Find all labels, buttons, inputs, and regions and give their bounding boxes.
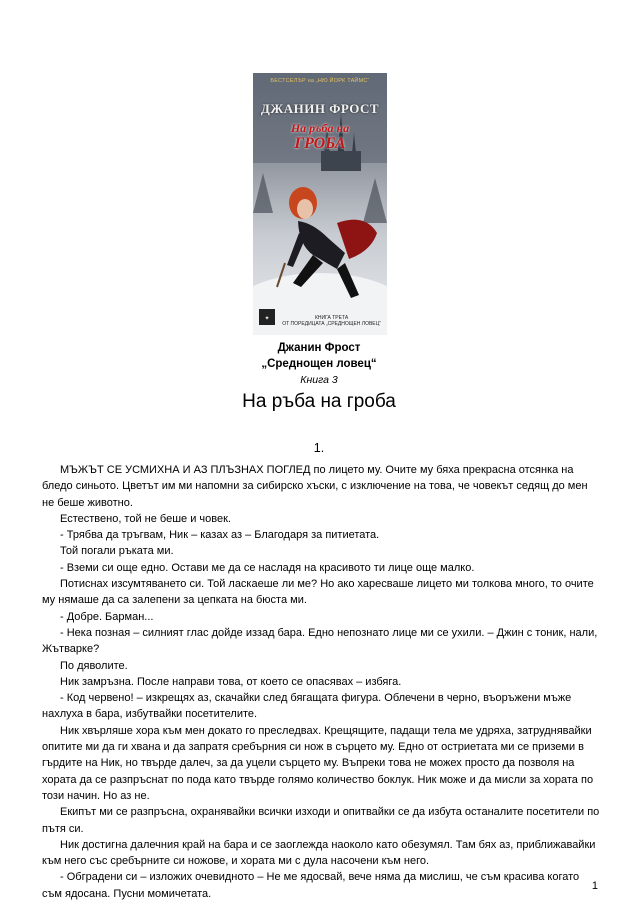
author-name: Джанин Фрост bbox=[277, 342, 361, 354]
paragraph: Той погали ръката ми. bbox=[60, 545, 174, 558]
paragraph: - Трябва да тръгвам, Ник – казах аз – Благодаря за питиетата. bbox=[60, 529, 380, 542]
paragraph: Екипът ми се разпръсна, охранявайки всички изходи и опитвайки се да избута останалите посетители по пътя си. bbox=[42, 806, 600, 835]
paragraph: Ник хвърляше хора към мен докато го преследвах. Крещящите, падащи тела ме удряха, затруднявайки опитите ми да ги хвана и да запратя сребърния си нож в сърцето му. Едно от остриетата ми се приземи в гърдите на Ник, но твърде далеч, за да уцели сърцето му. Въпреки това не можех просто да позволя на хората да се разпръснат по пода като твърде голямо количество боклук. Ник може и да мисли за хората по този начин. Но аз не. bbox=[42, 724, 594, 802]
chapter-text bbox=[42, 462, 602, 902]
cover-tagline: БЕСТСЕЛЪР на „НЮ ЙОРК ТАЙМС“ bbox=[270, 78, 370, 84]
page-number: 1 bbox=[591, 880, 598, 892]
chapter-number: 1. bbox=[313, 441, 325, 455]
book-title: На ръба на гроба bbox=[242, 391, 396, 412]
cover-series-note bbox=[282, 315, 381, 327]
cover-series-line: ОТ ПОРЕДИЦАТА „СРЕДНОЩЕН ЛОВЕЦ“ bbox=[282, 321, 381, 327]
series-name: „Среднощен ловец“ bbox=[261, 358, 377, 370]
book-number: Книга 3 bbox=[300, 374, 338, 386]
paragraph: - Добре. Барман... bbox=[60, 610, 154, 623]
paragraph: По дяволите. bbox=[60, 659, 128, 672]
paragraph: - Код червено! – изкрещях аз, скачайки след бягащата фигура. Облечени в черно, въоръжени мъже нахлуха в бара, избутвайки посетителите. bbox=[42, 692, 572, 721]
paragraph: - Вземи си още едно. Остави ме да се насладя на красивото ти лице още малко. bbox=[60, 561, 475, 574]
cover-title-line2: ГРОБА bbox=[294, 135, 346, 152]
paragraph: Естествено, той не беше и човек. bbox=[60, 512, 231, 525]
cover-series-line: КНИГА ТРЕТА bbox=[315, 315, 349, 321]
cover-author: ДЖАНИН ФРОСТ bbox=[260, 101, 380, 116]
paragraph: Ник достигна далечния край на бара и се заоглежда наоколо като обезумял. Там бях аз, приближавайки към него със сребърните си ножове, и хората ми с дула насочени към него. bbox=[42, 838, 596, 868]
paragraph: Потиснах изсумтяването си. Той ласкаеше ли ме? Но ако харесваше лицето ми толкова много, то очите му нямаше да са залепени за цепката на бюста ми. bbox=[42, 578, 594, 607]
svg-text:✦: ✦ bbox=[264, 315, 270, 322]
paragraph: Ник замръзна. После направи това, от което се опасявах – избяга. bbox=[60, 675, 402, 688]
cover-title-line1: На ръба на bbox=[290, 121, 350, 135]
paragraph: - Нека позная – силният глас дойде иззад бара. Едно непознато лице ми се ухили. – Джин с тоник, нали, Жътварке? bbox=[42, 626, 598, 656]
paragraph: МЪЖЪТ СЕ УСМИХНА И АЗ ПЛЪЗНАХ ПОГЛЕД по лицето му. Очите му бяха прекрасна отсянка на бледо синьото. Цветът им ми напомни за сибирско хъски, с изключение на това, че човекът седящ до мен не беше животно. bbox=[42, 464, 588, 509]
paragraph: - Обградени си – изложих очевидното – Не ме ядосвай, вече няма да мислиш, че съм красива когато съм ядосана. Пусни момичетата. bbox=[42, 871, 580, 900]
book-cover-image bbox=[253, 73, 387, 335]
